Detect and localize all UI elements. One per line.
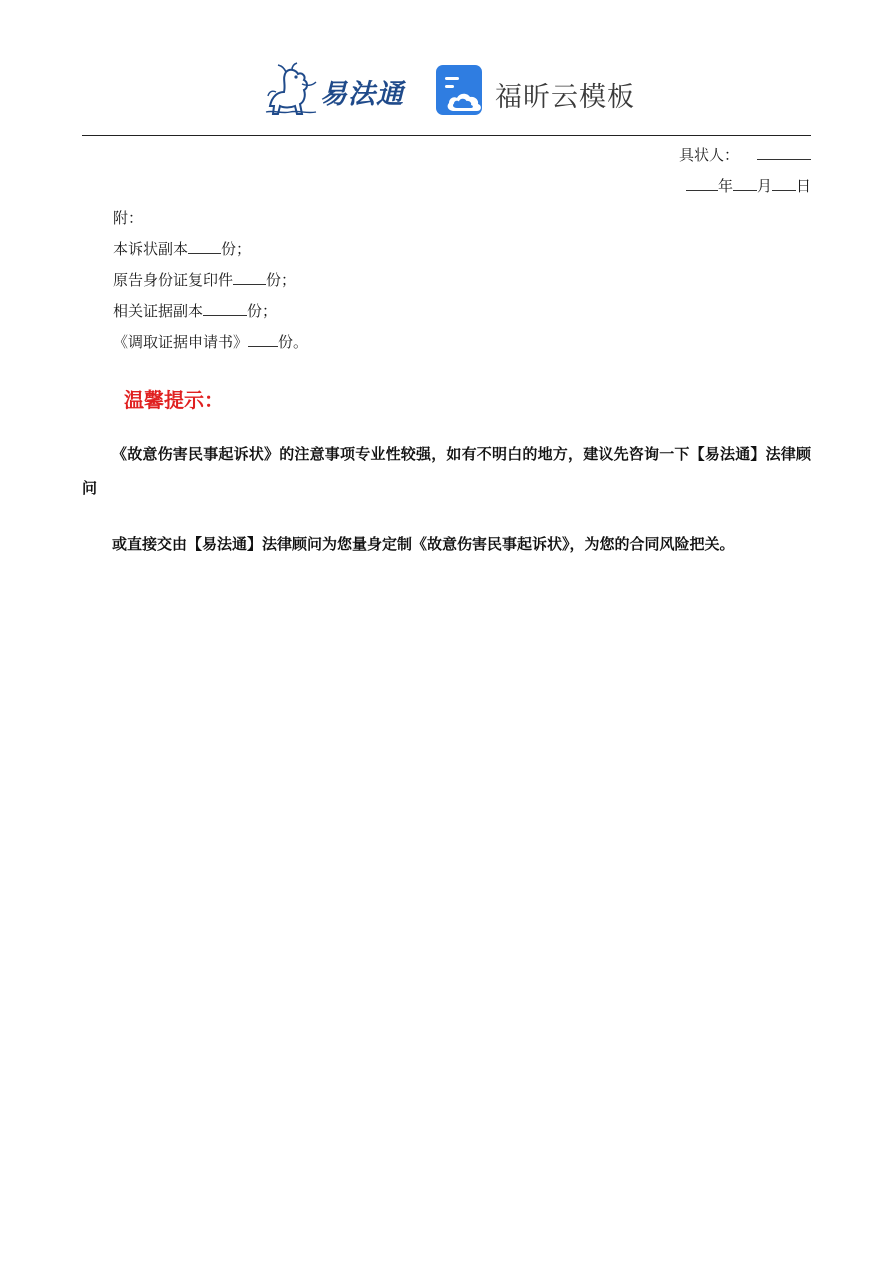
plaintiff-label: 具状人： xyxy=(678,146,739,164)
attachment-item xyxy=(113,270,296,290)
qilin-emblem-icon xyxy=(262,62,320,118)
year-blank xyxy=(686,176,718,191)
attachment-count-blank xyxy=(233,270,266,285)
attachment-item-label: 《调取证据申请书》 xyxy=(113,333,249,351)
attachment-item-suffix: 份； xyxy=(266,271,297,289)
plaintiff-signature-line xyxy=(679,145,811,165)
attachment-item-suffix: 份； xyxy=(247,302,278,320)
fuxin-logo-text: 福昕云模板 xyxy=(495,82,635,113)
yifatong-logo-text: 易法通 xyxy=(320,79,404,110)
day-blank xyxy=(772,176,796,191)
attachment-item-suffix: 份； xyxy=(221,240,252,258)
tips-title: 温馨提示： xyxy=(124,388,224,412)
attachment-item xyxy=(113,239,251,259)
page-header xyxy=(0,60,893,122)
tips-paragraph-2: 或直接交由【易法通】法律顾问为您量身定制《故意伤害民事起诉状》，为您的合同风险把关。 xyxy=(112,535,735,553)
attachment-item-label: 本诉状副本 xyxy=(113,240,189,258)
attachment-item-label: 原告身份证复印件 xyxy=(113,271,234,289)
header-divider xyxy=(82,135,811,136)
cloud-template-icon xyxy=(436,65,486,117)
month-blank xyxy=(733,176,757,191)
attachment-count-blank xyxy=(188,239,221,254)
plaintiff-name-blank xyxy=(757,145,811,160)
attachment-item-suffix: 份。 xyxy=(278,333,309,351)
attachment-item-label: 相关证据副本 xyxy=(113,302,204,320)
attachments-heading: 附： xyxy=(113,209,144,227)
attachment-count-blank xyxy=(203,301,247,316)
signature-date-line xyxy=(686,176,811,196)
month-label: 月 xyxy=(756,177,772,195)
tips-paragraph-1: 《故意伤害民事起诉状》的注意事项专业性较强，如有不明白的地方，建议先咨询一下【易法通】法律顾问 xyxy=(82,445,811,497)
yifatong-logo xyxy=(262,62,412,118)
year-label: 年 xyxy=(717,177,733,195)
attachment-item xyxy=(113,301,277,321)
day-label: 日 xyxy=(795,177,811,195)
attachment-count-blank xyxy=(248,332,278,347)
fuxin-logo xyxy=(436,65,636,117)
attachment-item xyxy=(113,332,308,352)
